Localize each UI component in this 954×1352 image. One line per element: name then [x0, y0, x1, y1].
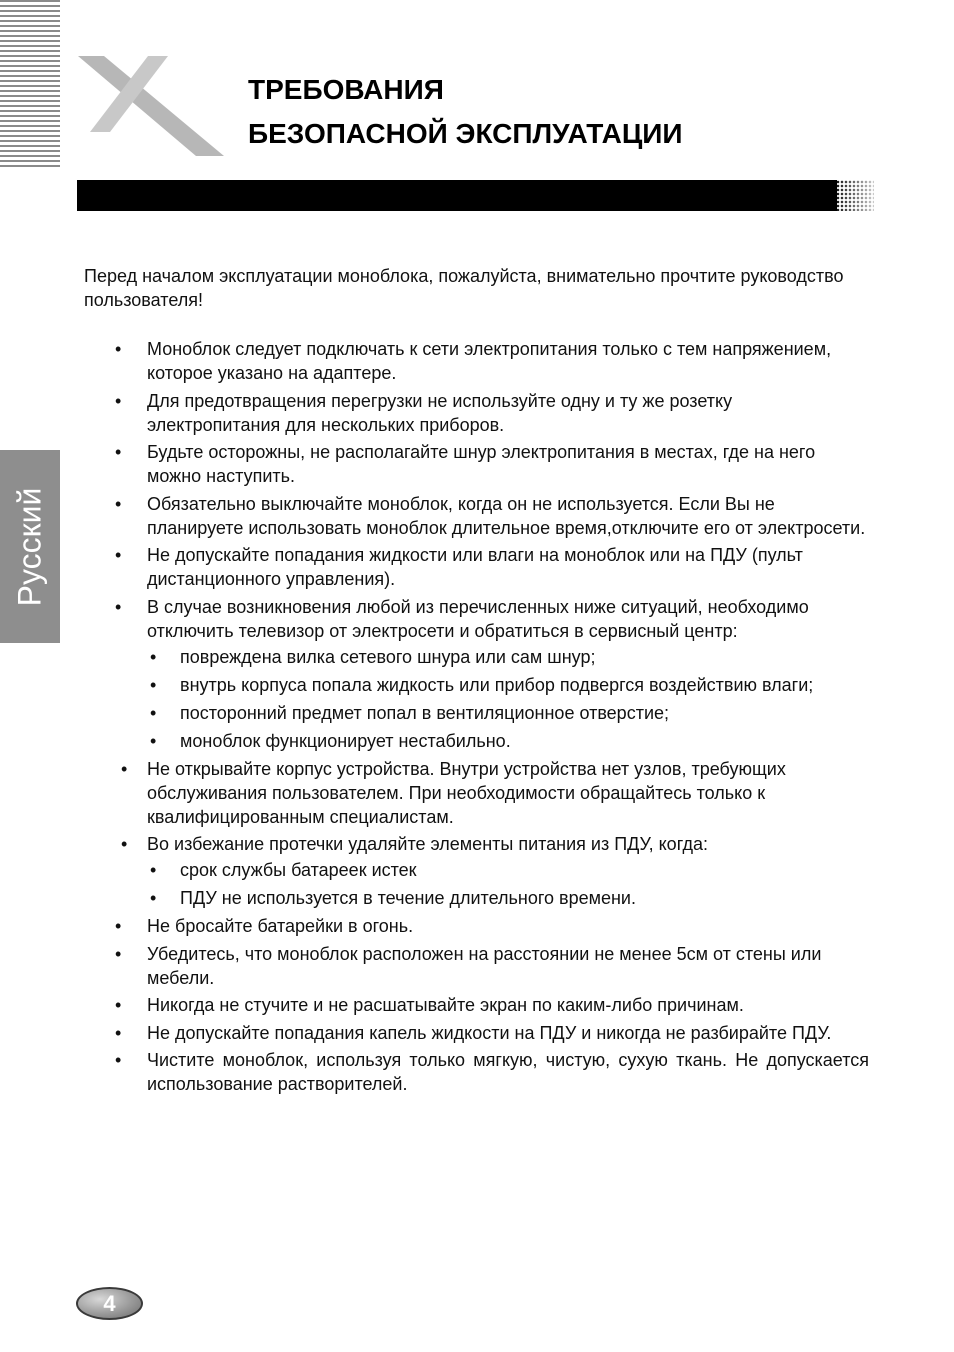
list-item: • Будьте осторожны, не располагайте шнур электропитания в местах, где на него можно наступить.: [84, 440, 869, 488]
list-item: • Не бросайте батарейки в огонь.: [84, 914, 869, 938]
list-item-text: В случае возникновения любой из перечисленных ниже ситуаций, необходимо отключить телевизор от электросети и обратиться в сервисный центр:: [147, 596, 809, 641]
decorative-stripes: [0, 0, 60, 168]
list-item: • Не открывайте корпус устройства. Внутри устройства нет узлов, требующих обслуживания пользователем. При необходимости обращайтесь только к квалифицированным специалистам.: [84, 757, 869, 829]
sub-list: [147, 645, 869, 753]
list-item: • Никогда не стучите и не расшатывайте экран по каким-либо причинам.: [84, 993, 869, 1017]
page-title: [248, 68, 683, 156]
brand-x-logo: [76, 48, 226, 158]
sub-list-item: • повреждена вилка сетевого шнура или сам шнур;: [147, 645, 869, 669]
page-title-line-2: БЕЗОПАСНОЙ ЭКСПЛУАТАЦИИ: [248, 118, 683, 149]
list-item: • Чистите моноблок, используя только мягкую, чистую, сухую ткань. Не допускается использование растворителей.: [84, 1048, 869, 1096]
language-side-tab: [0, 450, 60, 643]
header-divider-dots: [832, 180, 874, 211]
sub-list-item: • моноблок функционирует нестабильно.: [147, 729, 869, 753]
sub-list: [147, 858, 869, 910]
page-title-line-1: ТРЕБОВАНИЯ: [248, 74, 444, 105]
header-divider-bar: [77, 180, 837, 211]
list-item: [84, 832, 869, 910]
sub-list-item: • срок службы батареек истек: [147, 858, 869, 882]
list-item: [84, 595, 869, 753]
sub-list-item: • ПДУ не используется в течение длительного времени.: [147, 886, 869, 910]
list-item: • Не допускайте попадания капель жидкости на ПДУ и никогда не разбирайте ПДУ.: [84, 1021, 869, 1045]
list-item: • Убедитесь, что моноблок расположен на расстоянии не менее 5см от стены или мебели.: [84, 942, 869, 990]
intro-paragraph: Перед началом эксплуатации моноблока, пожалуйста, внимательно прочтите руководство пользователя!: [84, 266, 844, 310]
sub-list-item: • внутрь корпуса попала жидкость или прибор подвергся воздействию влаги;: [147, 673, 869, 697]
safety-list: [84, 337, 869, 1100]
list-item: • Для предотвращения перегрузки не используйте одну и ту же розетку электропитания для нескольких приборов.: [84, 389, 869, 437]
page-number-badge: [76, 1287, 143, 1320]
sub-list-item: • посторонний предмет попал в вентиляционное отверстие;: [147, 701, 869, 725]
list-item: • Моноблок следует подключать к сети электропитания только с тем напряжением, которое указано на адаптере.: [84, 337, 869, 385]
language-label: Русский: [11, 487, 48, 606]
page-number: 4: [103, 1290, 116, 1316]
list-item: • Обязательно выключайте моноблок, когда он не используется. Если Вы не планируете использовать моноблок длительное время,отключите его от электросети.: [84, 492, 869, 540]
list-item-text: Во избежание протечки удаляйте элементы питания из ПДУ, когда:: [147, 834, 708, 854]
list-item: • Не допускайте попадания жидкости или влаги на моноблок или на ПДУ (пульт дистанционного управления).: [84, 543, 869, 591]
